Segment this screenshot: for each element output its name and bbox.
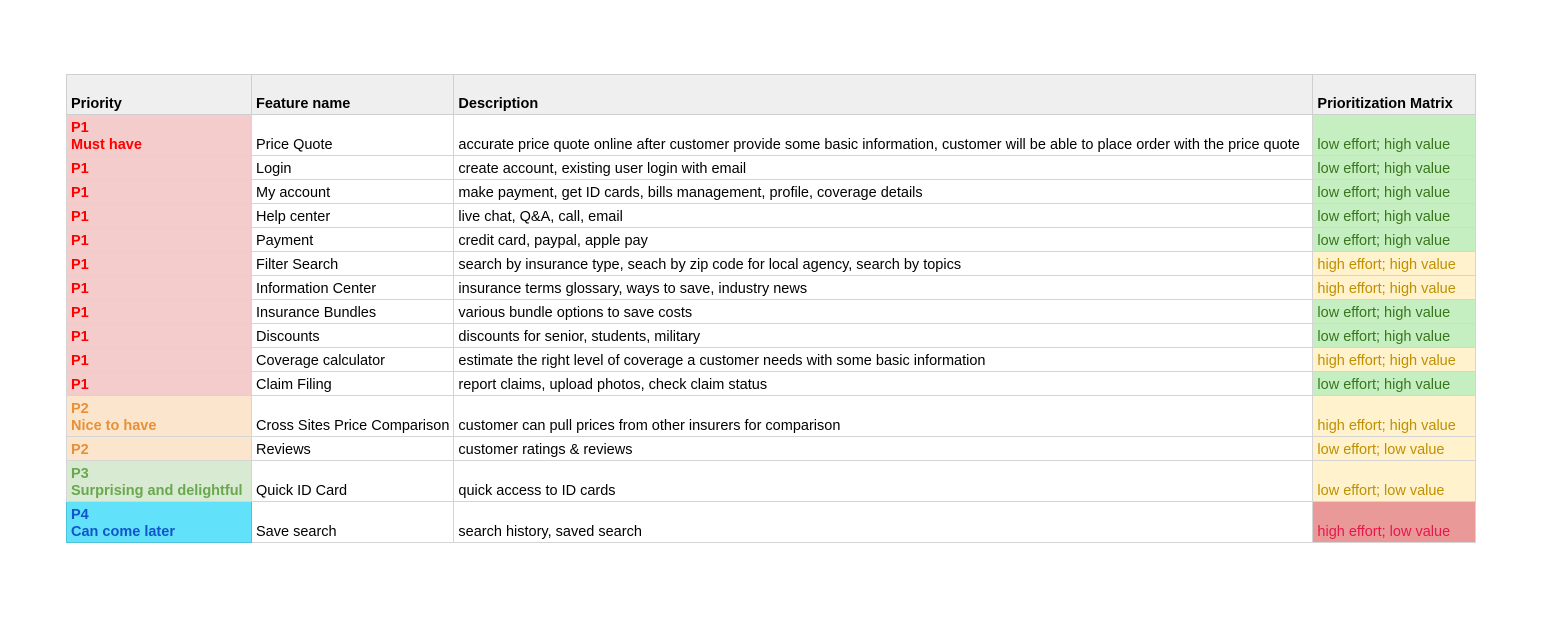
- table-row: [67, 502, 1476, 543]
- priority-code: P2: [71, 442, 89, 458]
- priority-label: Must have: [71, 137, 142, 153]
- prioritization-matrix-cell[interactable]: low effort; high value: [1313, 180, 1476, 204]
- priority-code: P1: [71, 281, 89, 297]
- prioritization-matrix-cell[interactable]: high effort; high value: [1313, 396, 1476, 437]
- priority-code: P3: [71, 466, 89, 482]
- description-cell[interactable]: insurance terms glossary, ways to save, industry news: [454, 276, 1313, 300]
- table-row: [67, 461, 1476, 502]
- feature-name-cell[interactable]: Coverage calculator: [252, 348, 454, 372]
- feature-name-cell[interactable]: Cross Sites Price Comparison: [252, 396, 454, 437]
- description-cell[interactable]: customer can pull prices from other insurers for comparison: [454, 396, 1313, 437]
- description-cell[interactable]: discounts for senior, students, military: [454, 324, 1313, 348]
- description-cell[interactable]: search by insurance type, seach by zip code for local agency, search by topics: [454, 252, 1313, 276]
- priority-cell[interactable]: [67, 437, 252, 461]
- table-row: [67, 276, 1476, 300]
- header-priority[interactable]: Priority: [67, 75, 252, 115]
- description-cell[interactable]: various bundle options to save costs: [454, 300, 1313, 324]
- priority-code: P1: [71, 233, 89, 249]
- header-feature-name[interactable]: Feature name: [252, 75, 454, 115]
- feature-name-cell[interactable]: Save search: [252, 502, 454, 543]
- description-cell[interactable]: create account, existing user login with email: [454, 156, 1313, 180]
- feature-name-cell[interactable]: Claim Filing: [252, 372, 454, 396]
- priority-label: Nice to have: [71, 418, 157, 434]
- description-cell[interactable]: customer ratings & reviews: [454, 437, 1313, 461]
- feature-name-cell[interactable]: Insurance Bundles: [252, 300, 454, 324]
- prioritization-matrix-cell[interactable]: high effort; low value: [1313, 502, 1476, 543]
- priority-cell[interactable]: [67, 204, 252, 228]
- feature-name-cell[interactable]: Price Quote: [252, 115, 454, 156]
- prioritization-matrix-cell[interactable]: low effort; high value: [1313, 372, 1476, 396]
- table-row: [67, 228, 1476, 252]
- priority-cell[interactable]: [67, 276, 252, 300]
- prioritization-matrix-cell[interactable]: high effort; high value: [1313, 348, 1476, 372]
- header-description[interactable]: Description: [454, 75, 1313, 115]
- table-row: [67, 437, 1476, 461]
- priority-cell[interactable]: [67, 156, 252, 180]
- prioritization-matrix-cell[interactable]: low effort; high value: [1313, 324, 1476, 348]
- table-row: [67, 252, 1476, 276]
- prioritization-matrix-cell[interactable]: low effort; low value: [1313, 461, 1476, 502]
- feature-name-cell[interactable]: Login: [252, 156, 454, 180]
- priority-cell[interactable]: [67, 300, 252, 324]
- description-cell[interactable]: credit card, paypal, apple pay: [454, 228, 1313, 252]
- priority-cell[interactable]: [67, 502, 252, 543]
- priority-code: P4: [71, 507, 89, 523]
- feature-name-cell[interactable]: Discounts: [252, 324, 454, 348]
- prioritization-matrix-cell[interactable]: low effort; high value: [1313, 156, 1476, 180]
- priority-cell[interactable]: [67, 228, 252, 252]
- table-row: [67, 396, 1476, 437]
- description-cell[interactable]: estimate the right level of coverage a customer needs with some basic information: [454, 348, 1313, 372]
- priority-cell[interactable]: [67, 115, 252, 156]
- prioritization-matrix-cell[interactable]: low effort; low value: [1313, 437, 1476, 461]
- prioritization-table: [66, 74, 1476, 543]
- table-row: [67, 115, 1476, 156]
- table-row: [67, 348, 1476, 372]
- description-cell[interactable]: search history, saved search: [454, 502, 1313, 543]
- priority-cell[interactable]: [67, 348, 252, 372]
- feature-name-cell[interactable]: My account: [252, 180, 454, 204]
- priority-code: P1: [71, 120, 89, 136]
- description-cell[interactable]: make payment, get ID cards, bills management, profile, coverage details: [454, 180, 1313, 204]
- priority-code: P1: [71, 257, 89, 273]
- table-row: [67, 180, 1476, 204]
- description-cell[interactable]: live chat, Q&A, call, email: [454, 204, 1313, 228]
- table-row: [67, 324, 1476, 348]
- feature-name-cell[interactable]: Help center: [252, 204, 454, 228]
- description-cell[interactable]: accurate price quote online after customer provide some basic information, customer will be able to place order with the price quote: [454, 115, 1313, 156]
- prioritization-matrix-cell[interactable]: high effort; high value: [1313, 252, 1476, 276]
- feature-name-cell[interactable]: Filter Search: [252, 252, 454, 276]
- description-cell[interactable]: report claims, upload photos, check claim status: [454, 372, 1313, 396]
- priority-code: P1: [71, 353, 89, 369]
- feature-name-cell[interactable]: Reviews: [252, 437, 454, 461]
- feature-name-cell[interactable]: Information Center: [252, 276, 454, 300]
- prioritization-matrix-cell[interactable]: low effort; high value: [1313, 228, 1476, 252]
- feature-name-cell[interactable]: Quick ID Card: [252, 461, 454, 502]
- prioritization-matrix-cell[interactable]: low effort; high value: [1313, 300, 1476, 324]
- table-row: [67, 156, 1476, 180]
- feature-name-cell[interactable]: Payment: [252, 228, 454, 252]
- priority-code: P1: [71, 161, 89, 177]
- description-cell[interactable]: quick access to ID cards: [454, 461, 1313, 502]
- priority-cell[interactable]: [67, 252, 252, 276]
- table-row: [67, 204, 1476, 228]
- priority-code: P1: [71, 209, 89, 225]
- priority-cell[interactable]: [67, 180, 252, 204]
- table-row: [67, 372, 1476, 396]
- priority-code: P2: [71, 401, 89, 417]
- priority-cell[interactable]: [67, 372, 252, 396]
- table-row: [67, 300, 1476, 324]
- table-body: [67, 115, 1476, 543]
- priority-cell[interactable]: [67, 396, 252, 437]
- priority-cell[interactable]: [67, 461, 252, 502]
- priority-code: P1: [71, 377, 89, 393]
- priority-code: P1: [71, 185, 89, 201]
- header-row: [67, 75, 1476, 115]
- prioritization-matrix-cell[interactable]: high effort; high value: [1313, 276, 1476, 300]
- priority-label: Surprising and delightful: [71, 483, 243, 499]
- header-prioritization-matrix[interactable]: Prioritization Matrix: [1313, 75, 1476, 115]
- priority-code: P1: [71, 329, 89, 345]
- prioritization-matrix-cell[interactable]: low effort; high value: [1313, 204, 1476, 228]
- priority-label: Can come later: [71, 524, 175, 540]
- priority-code: P1: [71, 305, 89, 321]
- prioritization-matrix-cell[interactable]: low effort; high value: [1313, 115, 1476, 156]
- priority-cell[interactable]: [67, 324, 252, 348]
